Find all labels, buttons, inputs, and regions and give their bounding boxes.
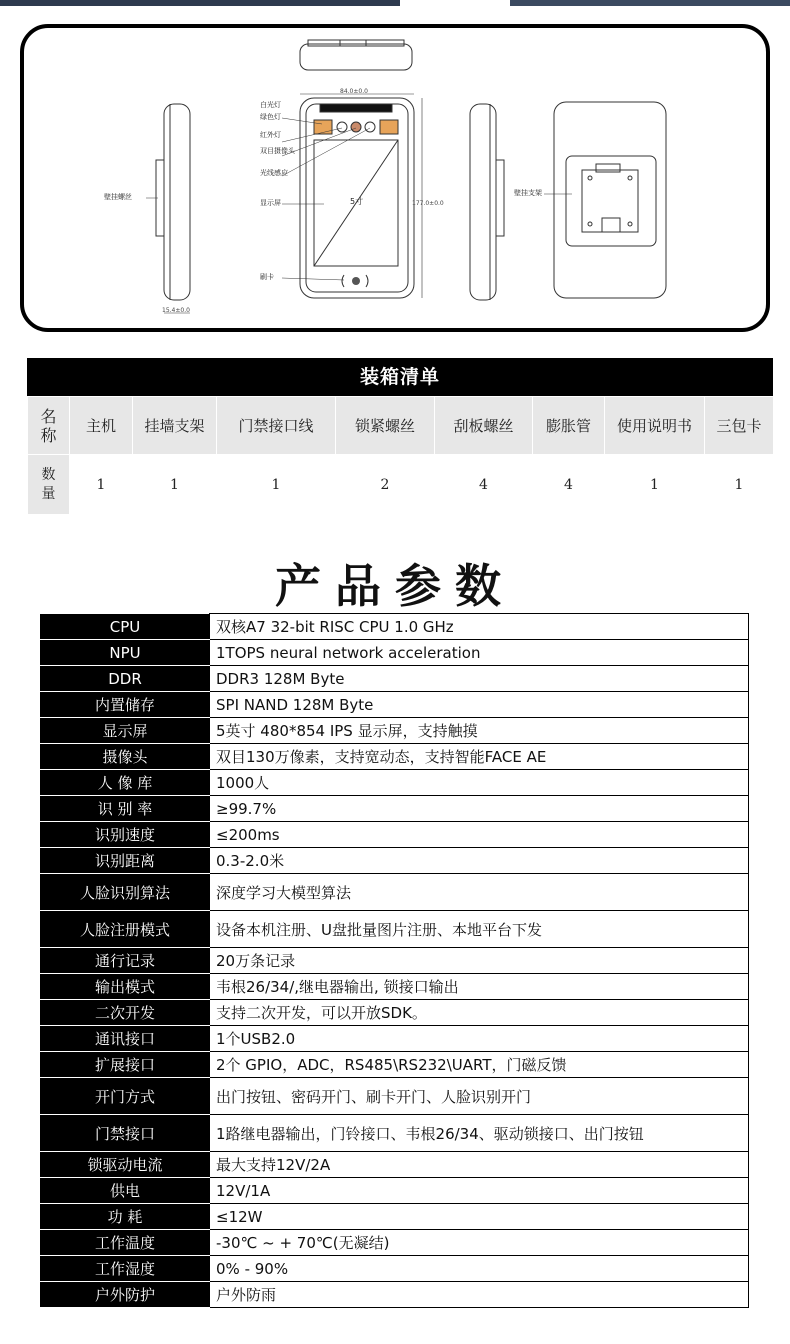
- packing-list: [27, 358, 773, 515]
- spec-value: 1个USB2.0: [210, 1026, 749, 1052]
- packing-name-header: 名称: [28, 397, 70, 455]
- dimension-width: 84.0±0.0: [340, 88, 368, 95]
- spec-row: [41, 1282, 749, 1308]
- spec-value: DDR3 128M Byte: [210, 666, 749, 692]
- spec-key: DDR: [41, 666, 210, 692]
- packing-item-name: 膨胀管: [533, 397, 605, 455]
- spec-value: 深度学习大模型算法: [210, 874, 749, 911]
- spec-row: [41, 692, 749, 718]
- top-strip-bar: [510, 0, 790, 6]
- spec-row: [41, 1152, 749, 1178]
- product-dimension-drawing: [20, 24, 770, 332]
- packing-item-qty: 1: [133, 455, 217, 515]
- spec-value: ≥99.7%: [210, 796, 749, 822]
- spec-row: [41, 974, 749, 1000]
- label-card-swipe: 刷卡: [260, 273, 274, 281]
- spec-value: 最大支持12V/2A: [210, 1152, 749, 1178]
- spec-row: [41, 1178, 749, 1204]
- spec-key: 识别距离: [41, 848, 210, 874]
- packing-list-title: 装箱清单: [27, 358, 773, 396]
- spec-key: 工作湿度: [41, 1256, 210, 1282]
- spec-value: 1路继电器输出，门铃接口、韦根26/34、驱动锁接口、出门按钮: [210, 1115, 749, 1152]
- top-strip: [0, 0, 790, 14]
- label-wall-bracket: 壁挂支架: [514, 189, 542, 197]
- packing-table: [27, 396, 774, 515]
- spec-row: [41, 1078, 749, 1115]
- spec-value: 20万条记录: [210, 948, 749, 974]
- spec-key: 供电: [41, 1178, 210, 1204]
- packing-item-name: 刮板螺丝: [435, 397, 533, 455]
- screen-size-mark: 5寸: [350, 197, 364, 206]
- spec-row: [41, 640, 749, 666]
- spec-key: 锁驱动电流: [41, 1152, 210, 1178]
- specs-table: [40, 613, 749, 1308]
- packing-item-name: 锁紧螺丝: [336, 397, 435, 455]
- card-reader-icon: [342, 275, 368, 287]
- spec-key: 显示屏: [41, 718, 210, 744]
- spec-value: 双目130万像素，支持宽动态，支持智能FACE AE: [210, 744, 749, 770]
- spec-key: 门禁接口: [41, 1115, 210, 1152]
- packing-item-name: 主机: [70, 397, 133, 455]
- spec-value: SPI NAND 128M Byte: [210, 692, 749, 718]
- packing-item-qty: 1: [70, 455, 133, 515]
- spec-key: 摄像头: [41, 744, 210, 770]
- spec-row: [41, 718, 749, 744]
- spec-value: ≤200ms: [210, 822, 749, 848]
- spec-value: 12V/1A: [210, 1178, 749, 1204]
- spec-value: 支持二次开发，可以开放SDK。: [210, 1000, 749, 1026]
- packing-names-row: [28, 397, 774, 455]
- spec-key: 扩展接口: [41, 1052, 210, 1078]
- spec-key: NPU: [41, 640, 210, 666]
- spec-key: 人脸注册模式: [41, 911, 210, 948]
- label-wall-screw: 壁挂螺丝: [104, 193, 132, 201]
- spec-row: [41, 614, 749, 640]
- spec-key: 内置储存: [41, 692, 210, 718]
- label-white-light: 白光灯: [260, 101, 281, 109]
- spec-row: [41, 1000, 749, 1026]
- spec-value: 5英寸 480*854 IPS 显示屏，支持触摸: [210, 718, 749, 744]
- dimension-height: 177.0±0.0: [412, 200, 444, 207]
- spec-row: [41, 744, 749, 770]
- packing-qty-row: [28, 455, 774, 515]
- spec-row: [41, 666, 749, 692]
- spec-key: 人 像 库: [41, 770, 210, 796]
- spec-value: 双核A7 32-bit RISC CPU 1.0 GHz: [210, 614, 749, 640]
- spec-row: [41, 1204, 749, 1230]
- spec-key: 通讯接口: [41, 1026, 210, 1052]
- spec-row: [41, 948, 749, 974]
- label-green-light: 绿色灯: [260, 113, 281, 121]
- spec-key: 识别速度: [41, 822, 210, 848]
- packing-qty-header: 数量: [28, 455, 70, 515]
- spec-row: [41, 874, 749, 911]
- spec-value: 设备本机注册、U盘批量图片注册、本地平台下发: [210, 911, 749, 948]
- dimension-depth: 15.4±0.0: [162, 307, 190, 314]
- packing-item-qty: 2: [336, 455, 435, 515]
- spec-row: [41, 770, 749, 796]
- spec-key: 人脸识别算法: [41, 874, 210, 911]
- packing-item-name: 门禁接口线: [217, 397, 336, 455]
- spec-key: 通行记录: [41, 948, 210, 974]
- spec-value: 0% - 90%: [210, 1256, 749, 1282]
- spec-key: 开门方式: [41, 1078, 210, 1115]
- spec-row: [41, 1052, 749, 1078]
- spec-key: 工作温度: [41, 1230, 210, 1256]
- top-strip-bar: [0, 0, 400, 6]
- packing-item-qty: 4: [435, 455, 533, 515]
- packing-item-qty: 1: [705, 455, 774, 515]
- specs-title: 产品参数: [275, 559, 515, 613]
- spec-value: 出门按钮、密码开门、刷卡开门、人脸识别开门: [210, 1078, 749, 1115]
- spec-value: 0.3-2.0米: [210, 848, 749, 874]
- spec-key: 户外防护: [41, 1282, 210, 1308]
- spec-row: [41, 796, 749, 822]
- spec-value: ≤12W: [210, 1204, 749, 1230]
- spec-row: [41, 848, 749, 874]
- packing-item-name: 使用说明书: [605, 397, 705, 455]
- spec-value: 1TOPS neural network acceleration: [210, 640, 749, 666]
- label-ir-light: 红外灯: [260, 131, 281, 139]
- spec-value: 1000人: [210, 770, 749, 796]
- spec-value: 户外防雨: [210, 1282, 749, 1308]
- packing-item-qty: 1: [605, 455, 705, 515]
- spec-row: [41, 1115, 749, 1152]
- technical-drawing-svg: [24, 28, 766, 328]
- label-dual-camera: 双目摄像头: [260, 147, 295, 155]
- spec-row: [41, 1256, 749, 1282]
- spec-row: [41, 911, 749, 948]
- spec-value: 2个 GPIO，ADC，RS485\RS232\UART，门磁反馈: [210, 1052, 749, 1078]
- packing-item-qty: 1: [217, 455, 336, 515]
- spec-key: 二次开发: [41, 1000, 210, 1026]
- spec-key: 识 别 率: [41, 796, 210, 822]
- packing-item-name: 挂墙支架: [133, 397, 217, 455]
- packing-item-name: 三包卡: [705, 397, 774, 455]
- spec-row: [41, 1230, 749, 1256]
- spec-value: -30℃ ~ + 70℃(无凝结): [210, 1230, 749, 1256]
- packing-item-qty: 4: [533, 455, 605, 515]
- spec-key: 输出模式: [41, 974, 210, 1000]
- spec-row: [41, 1026, 749, 1052]
- spec-key: CPU: [41, 614, 210, 640]
- label-light-sensor: 光线感应: [260, 169, 288, 177]
- spec-row: [41, 822, 749, 848]
- spec-value: 韦根26/34/,继电器输出, 锁接口输出: [210, 974, 749, 1000]
- spec-key: 功 耗: [41, 1204, 210, 1230]
- label-display: 显示屏: [260, 199, 281, 207]
